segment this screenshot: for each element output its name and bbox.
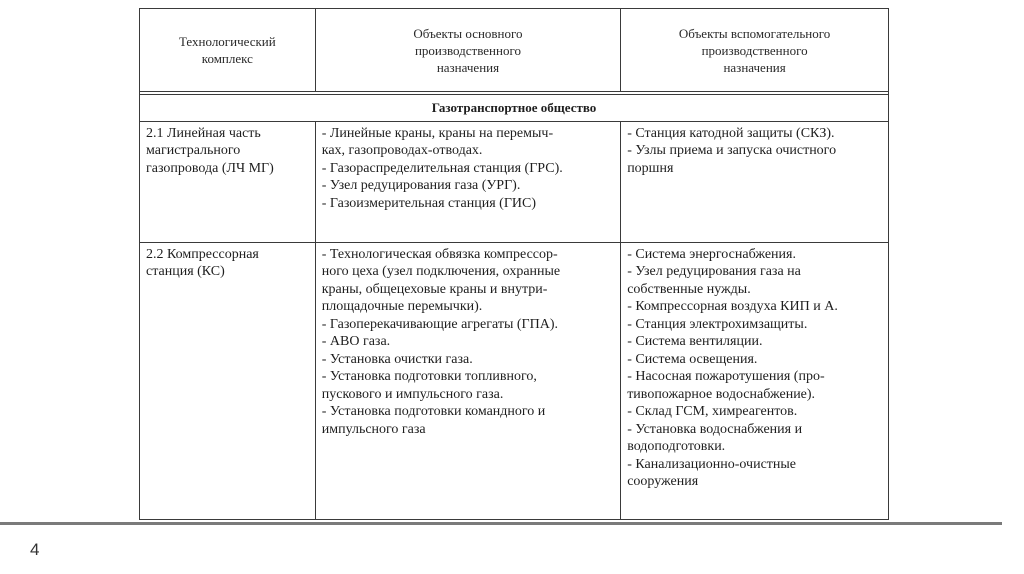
- list-item: - Установка подготовки топливного, пускового и импульсного газа.: [321, 369, 537, 402]
- list-item: - Склад ГСМ, химреагентов.: [627, 404, 798, 419]
- aux-objects-cell: [621, 121, 889, 242]
- main-objects-cell: [315, 121, 620, 242]
- complex-cell: 2.1 Линейная часть магистрального газопровода (ЛЧ МГ): [140, 121, 316, 242]
- list-item: - Компрессорная воздуха КИП и А.: [627, 299, 838, 314]
- header-aux-objects: Объекты вспомогательного производственного назначения: [621, 9, 889, 92]
- list-item: - Узел редуцирования газа (УРГ).: [321, 178, 521, 193]
- list-item: - Станция электрохимзащиты.: [627, 316, 808, 332]
- aux-objects-cell: [621, 242, 889, 519]
- list-item: - Технологическая обвязка компрессор- ного цеха (узел подключения, охранные краны, общецеховые краны и внутри- площадочные перемычки).: [321, 246, 561, 314]
- list-item: - Узел редуцирования газа на собственные нужды.: [627, 264, 801, 297]
- complex-cell: 2.2 Компрессорная станция (КС): [140, 242, 316, 519]
- list-item: - Система энергоснабжения.: [627, 246, 796, 262]
- list-item: - Установка подготовки командного и импульсного газа: [321, 404, 546, 437]
- list-item: - Система освещения.: [627, 351, 758, 367]
- list-item: - Установка очистки газа.: [321, 351, 473, 367]
- section-title: Газотранспортное общество: [140, 95, 889, 122]
- list-item: - АВО газа.: [321, 334, 391, 349]
- list-item: - Насосная пожаротушения (про- тивопожарное водоснабжение).: [627, 369, 825, 402]
- table-row: [140, 121, 889, 242]
- list-item: - Газоперекачивающие агрегаты (ГПА).: [321, 316, 559, 332]
- table-row: [140, 242, 889, 519]
- page-number: 4: [30, 540, 40, 559]
- list-item: - Газораспределительная станция (ГРС).: [321, 160, 563, 176]
- list-item: - Станция катодной защиты (СКЗ).: [627, 125, 835, 141]
- list-item: - Узлы приема и запуска очистного поршня: [627, 143, 837, 176]
- main-objects-cell: [315, 242, 620, 519]
- equipment-table: [139, 8, 889, 520]
- list-item: - Линейные краны, краны на перемыч- ках, газопроводах-отводах.: [321, 125, 554, 158]
- footer-divider: [0, 522, 1002, 525]
- header-complex: Технологический комплекс: [140, 9, 316, 92]
- header-main-objects: Объекты основного производственного назначения: [315, 9, 620, 92]
- section-row: [140, 95, 889, 122]
- table-header-row: [140, 9, 889, 92]
- list-item: - Установка водоснабжения и водоподготовки.: [627, 421, 803, 454]
- list-item: - Канализационно-очистные сооружения: [627, 456, 797, 489]
- list-item: - Система вентиляции.: [627, 334, 763, 349]
- list-item: - Газоизмерительная станция (ГИС): [321, 195, 537, 211]
